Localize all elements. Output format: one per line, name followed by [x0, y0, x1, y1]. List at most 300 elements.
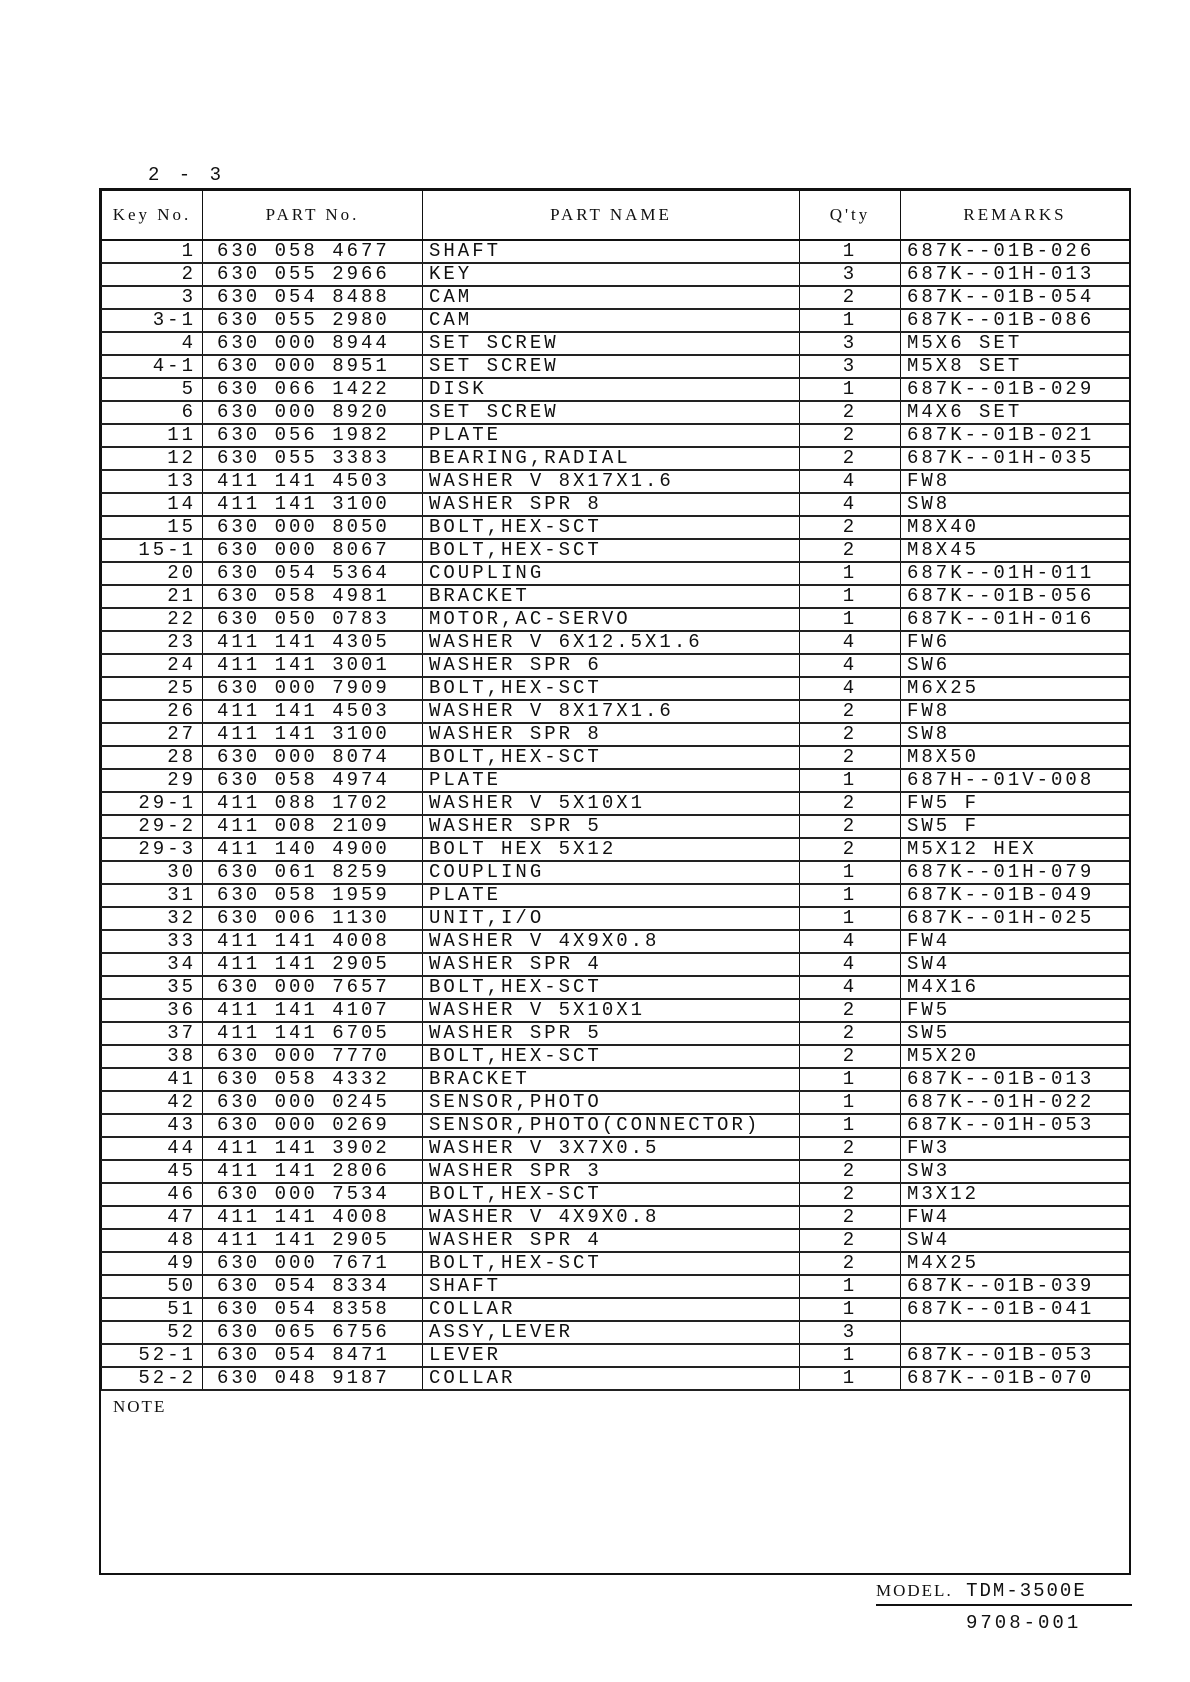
table-row: [102, 631, 1130, 654]
table-row: [102, 1137, 1130, 1160]
cell-key-no: 15: [102, 516, 203, 539]
note-label: NOTE: [113, 1397, 167, 1416]
cell-qty: 2: [800, 792, 901, 815]
cell-key-no: 29-1: [102, 792, 203, 815]
cell-remarks: 687K--01H-022: [901, 1091, 1130, 1114]
cell-remarks: M4X25: [901, 1252, 1130, 1275]
cell-part-no: 411 141 4107: [203, 999, 423, 1022]
cell-remarks: SW5 F: [901, 815, 1130, 838]
cell-part-name: WASHER SPR 6: [423, 654, 800, 677]
table-row: [102, 746, 1130, 769]
cell-remarks: 687K--01B-013: [901, 1068, 1130, 1091]
document-number: 9708-001: [966, 1612, 1082, 1634]
cell-part-no: 630 000 8067: [203, 539, 423, 562]
cell-key-no: 24: [102, 654, 203, 677]
table-row: [102, 700, 1130, 723]
cell-qty: 1: [800, 1367, 901, 1390]
table-row: [102, 654, 1130, 677]
table-row: [102, 999, 1130, 1022]
cell-remarks: FW8: [901, 470, 1130, 493]
table-row: [102, 884, 1130, 907]
cell-part-name: COLLAR: [423, 1367, 800, 1390]
cell-key-no: 44: [102, 1137, 203, 1160]
table-row: [102, 769, 1130, 792]
cell-qty: 2: [800, 401, 901, 424]
cell-part-no: 630 054 5364: [203, 562, 423, 585]
cell-key-no: 29-3: [102, 838, 203, 861]
cell-part-name: BRACKET: [423, 585, 800, 608]
cell-key-no: 22: [102, 608, 203, 631]
table-row: [102, 792, 1130, 815]
table-row: [102, 861, 1130, 884]
cell-qty: 2: [800, 1252, 901, 1275]
cell-part-no: 630 065 6756: [203, 1321, 423, 1344]
table-row: [102, 1252, 1130, 1275]
cell-qty: 4: [800, 953, 901, 976]
cell-remarks: SW4: [901, 953, 1130, 976]
table-row: [102, 286, 1130, 309]
cell-qty: 1: [800, 240, 901, 263]
cell-part-name: WASHER V 5X10X1: [423, 792, 800, 815]
cell-qty: 1: [800, 585, 901, 608]
table-row: [102, 815, 1130, 838]
cell-key-no: 3-1: [102, 309, 203, 332]
cell-qty: 2: [800, 1160, 901, 1183]
cell-remarks: 687K--01B-070: [901, 1367, 1130, 1390]
cell-qty: 1: [800, 608, 901, 631]
table-row: [102, 263, 1130, 286]
cell-part-no: 411 141 4305: [203, 631, 423, 654]
cell-part-name: BEARING,RADIAL: [423, 447, 800, 470]
cell-remarks: 687K--01H-013: [901, 263, 1130, 286]
cell-qty: 1: [800, 562, 901, 585]
cell-qty: 2: [800, 838, 901, 861]
cell-part-name: CAM: [423, 286, 800, 309]
table-row: [102, 1183, 1130, 1206]
table-row: [102, 585, 1130, 608]
cell-qty: 2: [800, 286, 901, 309]
table-row: [102, 1321, 1130, 1344]
cell-part-name: SHAFT: [423, 240, 800, 263]
cell-part-name: WASHER V 3X7X0.5: [423, 1137, 800, 1160]
cell-qty: 1: [800, 769, 901, 792]
cell-remarks: M8X45: [901, 539, 1130, 562]
cell-qty: 2: [800, 424, 901, 447]
cell-part-name: DISK: [423, 378, 800, 401]
cell-part-name: COUPLING: [423, 861, 800, 884]
table-row: [102, 539, 1130, 562]
cell-remarks: 687K--01H-053: [901, 1114, 1130, 1137]
cell-remarks: SW8: [901, 723, 1130, 746]
cell-qty: 4: [800, 470, 901, 493]
cell-remarks: 687K--01B-054: [901, 286, 1130, 309]
cell-key-no: 13: [102, 470, 203, 493]
cell-remarks: M5X20: [901, 1045, 1130, 1068]
cell-part-no: 411 141 2905: [203, 1229, 423, 1252]
cell-remarks: M5X6 SET: [901, 332, 1130, 355]
page-number: 2 - 3: [148, 164, 226, 186]
cell-part-name: CAM: [423, 309, 800, 332]
cell-key-no: 37: [102, 1022, 203, 1045]
cell-key-no: 28: [102, 746, 203, 769]
cell-qty: 2: [800, 1137, 901, 1160]
cell-part-no: 630 000 7657: [203, 976, 423, 999]
cell-remarks: SW8: [901, 493, 1130, 516]
cell-key-no: 45: [102, 1160, 203, 1183]
cell-part-no: 630 055 2980: [203, 309, 423, 332]
cell-remarks: SW5: [901, 1022, 1130, 1045]
cell-qty: 2: [800, 1045, 901, 1068]
table-row: [102, 493, 1130, 516]
cell-remarks: M4X16: [901, 976, 1130, 999]
table-row: [102, 401, 1130, 424]
model-value: TDM-3500E: [966, 1580, 1087, 1602]
cell-part-name: BOLT,HEX-SCT: [423, 539, 800, 562]
table-row: [102, 608, 1130, 631]
cell-part-no: 630 000 7534: [203, 1183, 423, 1206]
cell-key-no: 46: [102, 1183, 203, 1206]
cell-qty: 2: [800, 1206, 901, 1229]
cell-qty: 4: [800, 654, 901, 677]
cell-part-no: 630 058 4981: [203, 585, 423, 608]
cell-key-no: 12: [102, 447, 203, 470]
cell-key-no: 6: [102, 401, 203, 424]
cell-part-name: PLATE: [423, 769, 800, 792]
cell-key-no: 26: [102, 700, 203, 723]
cell-part-no: 630 054 8334: [203, 1275, 423, 1298]
cell-part-name: PLATE: [423, 884, 800, 907]
cell-part-no: 630 048 9187: [203, 1367, 423, 1390]
cell-qty: 2: [800, 723, 901, 746]
cell-remarks: [901, 1321, 1130, 1344]
cell-key-no: 50: [102, 1275, 203, 1298]
cell-remarks: 687K--01H-016: [901, 608, 1130, 631]
table-row: [102, 1114, 1130, 1137]
cell-key-no: 32: [102, 907, 203, 930]
cell-qty: 2: [800, 815, 901, 838]
table-row: [102, 953, 1130, 976]
table-row: [102, 1298, 1130, 1321]
cell-part-name: WASHER SPR 8: [423, 723, 800, 746]
cell-remarks: M5X12 HEX: [901, 838, 1130, 861]
cell-remarks: FW5: [901, 999, 1130, 1022]
cell-part-no: 411 088 1702: [203, 792, 423, 815]
cell-qty: 4: [800, 677, 901, 700]
cell-part-no: 630 000 0269: [203, 1114, 423, 1137]
cell-part-name: BOLT,HEX-SCT: [423, 976, 800, 999]
cell-remarks: 687K--01B-021: [901, 424, 1130, 447]
cell-qty: 2: [800, 1229, 901, 1252]
cell-key-no: 3: [102, 286, 203, 309]
cell-remarks: FW8: [901, 700, 1130, 723]
cell-part-name: WASHER V 4X9X0.8: [423, 1206, 800, 1229]
cell-remarks: 687K--01B-039: [901, 1275, 1130, 1298]
cell-remarks: M6X25: [901, 677, 1130, 700]
cell-part-no: 630 054 8488: [203, 286, 423, 309]
cell-part-name: SET SCREW: [423, 355, 800, 378]
cell-qty: 1: [800, 1068, 901, 1091]
cell-key-no: 51: [102, 1298, 203, 1321]
table-row: [102, 1068, 1130, 1091]
table-row: [102, 1344, 1130, 1367]
cell-part-name: ASSY,LEVER: [423, 1321, 800, 1344]
cell-part-name: UNIT,I/O: [423, 907, 800, 930]
cell-part-no: 630 006 1130: [203, 907, 423, 930]
cell-part-no: 411 141 4503: [203, 470, 423, 493]
cell-part-name: COLLAR: [423, 1298, 800, 1321]
cell-part-name: WASHER V 6X12.5X1.6: [423, 631, 800, 654]
header-part-name: PART NAME: [423, 191, 800, 241]
cell-qty: 1: [800, 378, 901, 401]
cell-key-no: 1: [102, 240, 203, 263]
cell-part-no: 630 056 1982: [203, 424, 423, 447]
cell-remarks: 687K--01B-053: [901, 1344, 1130, 1367]
cell-part-no: 630 000 8074: [203, 746, 423, 769]
cell-part-name: BOLT HEX 5X12: [423, 838, 800, 861]
cell-qty: 1: [800, 1275, 901, 1298]
cell-remarks: 687K--01B-041: [901, 1298, 1130, 1321]
cell-key-no: 35: [102, 976, 203, 999]
cell-part-no: 630 061 8259: [203, 861, 423, 884]
cell-part-no: 630 066 1422: [203, 378, 423, 401]
cell-remarks: FW4: [901, 1206, 1130, 1229]
table-row: [102, 378, 1130, 401]
cell-part-name: WASHER SPR 4: [423, 1229, 800, 1252]
header-remarks: REMARKS: [901, 191, 1130, 241]
cell-part-no: 411 141 3100: [203, 493, 423, 516]
cell-part-no: 630 058 1959: [203, 884, 423, 907]
cell-part-no: 630 000 0245: [203, 1091, 423, 1114]
cell-key-no: 4-1: [102, 355, 203, 378]
cell-key-no: 48: [102, 1229, 203, 1252]
cell-remarks: SW6: [901, 654, 1130, 677]
cell-part-no: 411 141 2806: [203, 1160, 423, 1183]
table-row: [102, 1367, 1130, 1390]
cell-qty: 3: [800, 263, 901, 286]
cell-part-no: 630 050 0783: [203, 608, 423, 631]
cell-part-name: WASHER SPR 5: [423, 1022, 800, 1045]
cell-part-no: 630 000 8951: [203, 355, 423, 378]
cell-key-no: 29: [102, 769, 203, 792]
table-row: [102, 424, 1130, 447]
table-row: [102, 1275, 1130, 1298]
cell-qty: 2: [800, 999, 901, 1022]
model-line: [876, 1580, 1132, 1606]
cell-remarks: FW6: [901, 631, 1130, 654]
cell-remarks: 687K--01B-086: [901, 309, 1130, 332]
cell-part-no: 411 141 2905: [203, 953, 423, 976]
cell-part-name: BRACKET: [423, 1068, 800, 1091]
table-row: [102, 562, 1130, 585]
table-row: [102, 1091, 1130, 1114]
model-label: MODEL.: [876, 1581, 953, 1600]
cell-qty: 3: [800, 332, 901, 355]
cell-part-name: WASHER SPR 8: [423, 493, 800, 516]
cell-qty: 1: [800, 861, 901, 884]
cell-qty: 1: [800, 1091, 901, 1114]
cell-part-no: 411 141 3100: [203, 723, 423, 746]
cell-remarks: 687H--01V-008: [901, 769, 1130, 792]
cell-key-no: 36: [102, 999, 203, 1022]
table-row: [102, 1206, 1130, 1229]
cell-qty: 3: [800, 1321, 901, 1344]
cell-key-no: 2: [102, 263, 203, 286]
cell-key-no: 33: [102, 930, 203, 953]
cell-part-no: 630 000 7770: [203, 1045, 423, 1068]
cell-remarks: 687K--01B-049: [901, 884, 1130, 907]
cell-remarks: FW4: [901, 930, 1130, 953]
cell-qty: 3: [800, 355, 901, 378]
cell-qty: 4: [800, 976, 901, 999]
cell-qty: 2: [800, 1022, 901, 1045]
cell-part-no: 630 000 8944: [203, 332, 423, 355]
table-row: [102, 355, 1130, 378]
cell-qty: 1: [800, 1114, 901, 1137]
cell-part-name: BOLT,HEX-SCT: [423, 677, 800, 700]
cell-part-name: SENSOR,PHOTO: [423, 1091, 800, 1114]
parts-list-sheet: [99, 188, 1131, 1575]
cell-qty: 2: [800, 447, 901, 470]
cell-part-name: WASHER SPR 5: [423, 815, 800, 838]
cell-key-no: 52-1: [102, 1344, 203, 1367]
cell-qty: 1: [800, 1344, 901, 1367]
table-row: [102, 516, 1130, 539]
cell-part-no: 630 000 7671: [203, 1252, 423, 1275]
cell-part-name: WASHER V 5X10X1: [423, 999, 800, 1022]
table-header-row: [102, 191, 1130, 241]
cell-remarks: FW5 F: [901, 792, 1130, 815]
cell-key-no: 4: [102, 332, 203, 355]
cell-part-name: PLATE: [423, 424, 800, 447]
cell-remarks: M5X8 SET: [901, 355, 1130, 378]
header-qty: Q'ty: [800, 191, 901, 241]
table-row: [102, 1229, 1130, 1252]
cell-part-no: 411 141 3902: [203, 1137, 423, 1160]
cell-part-name: WASHER SPR 3: [423, 1160, 800, 1183]
cell-remarks: 687K--01H-079: [901, 861, 1130, 884]
cell-remarks: M3X12: [901, 1183, 1130, 1206]
cell-key-no: 15-1: [102, 539, 203, 562]
cell-key-no: 47: [102, 1206, 203, 1229]
cell-key-no: 38: [102, 1045, 203, 1068]
table-row: [102, 470, 1130, 493]
header-key-no: Key No.: [102, 191, 203, 241]
cell-qty: 1: [800, 884, 901, 907]
table-row: [102, 907, 1130, 930]
cell-part-no: 411 141 6705: [203, 1022, 423, 1045]
cell-remarks: M8X50: [901, 746, 1130, 769]
cell-qty: 4: [800, 631, 901, 654]
cell-part-no: 411 141 4503: [203, 700, 423, 723]
table-row: [102, 976, 1130, 999]
cell-qty: 4: [800, 493, 901, 516]
cell-part-name: KEY: [423, 263, 800, 286]
cell-part-no: 411 141 3001: [203, 654, 423, 677]
table-row: [102, 1045, 1130, 1068]
cell-part-no: 411 140 4900: [203, 838, 423, 861]
cell-qty: 1: [800, 309, 901, 332]
cell-qty: 2: [800, 746, 901, 769]
cell-qty: 2: [800, 700, 901, 723]
cell-qty: 1: [800, 1298, 901, 1321]
cell-key-no: 21: [102, 585, 203, 608]
cell-part-name: WASHER V 8X17X1.6: [423, 700, 800, 723]
cell-key-no: 41: [102, 1068, 203, 1091]
cell-key-no: 52-2: [102, 1367, 203, 1390]
table-row: [102, 723, 1130, 746]
cell-qty: 2: [800, 1183, 901, 1206]
cell-part-no: 630 058 4332: [203, 1068, 423, 1091]
table-row: [102, 332, 1130, 355]
cell-key-no: 42: [102, 1091, 203, 1114]
cell-qty: 4: [800, 930, 901, 953]
cell-key-no: 34: [102, 953, 203, 976]
cell-key-no: 31: [102, 884, 203, 907]
table-row: [102, 447, 1130, 470]
table-row: [102, 309, 1130, 332]
table-row: [102, 1022, 1130, 1045]
cell-part-name: LEVER: [423, 1344, 800, 1367]
cell-part-no: 630 000 8050: [203, 516, 423, 539]
cell-part-name: BOLT,HEX-SCT: [423, 1183, 800, 1206]
cell-key-no: 5: [102, 378, 203, 401]
cell-key-no: 43: [102, 1114, 203, 1137]
cell-qty: 2: [800, 539, 901, 562]
cell-remarks: SW4: [901, 1229, 1130, 1252]
cell-key-no: 49: [102, 1252, 203, 1275]
cell-remarks: M4X6 SET: [901, 401, 1130, 424]
cell-remarks: FW3: [901, 1137, 1130, 1160]
cell-part-name: SHAFT: [423, 1275, 800, 1298]
cell-key-no: 27: [102, 723, 203, 746]
table-row: [102, 930, 1130, 953]
cell-part-name: BOLT,HEX-SCT: [423, 1252, 800, 1275]
cell-part-no: 630 054 8358: [203, 1298, 423, 1321]
cell-key-no: 52: [102, 1321, 203, 1344]
cell-remarks: 687K--01B-026: [901, 240, 1130, 263]
cell-key-no: 20: [102, 562, 203, 585]
cell-part-no: 630 054 8471: [203, 1344, 423, 1367]
cell-part-no: 411 008 2109: [203, 815, 423, 838]
cell-part-name: SET SCREW: [423, 401, 800, 424]
cell-remarks: M8X40: [901, 516, 1130, 539]
cell-remarks: 687K--01B-029: [901, 378, 1130, 401]
cell-remarks: SW3: [901, 1160, 1130, 1183]
cell-remarks: 687K--01H-035: [901, 447, 1130, 470]
cell-part-name: MOTOR,AC-SERVO: [423, 608, 800, 631]
parts-table: [101, 190, 1130, 1391]
header-part-no: PART No.: [203, 191, 423, 241]
cell-part-no: 630 058 4677: [203, 240, 423, 263]
cell-part-no: 630 000 7909: [203, 677, 423, 700]
cell-key-no: 14: [102, 493, 203, 516]
cell-part-name: SENSOR,PHOTO(CONNECTOR): [423, 1114, 800, 1137]
cell-part-name: COUPLING: [423, 562, 800, 585]
cell-part-no: 630 000 8920: [203, 401, 423, 424]
cell-key-no: 29-2: [102, 815, 203, 838]
cell-part-name: WASHER V 8X17X1.6: [423, 470, 800, 493]
cell-remarks: 687K--01H-011: [901, 562, 1130, 585]
cell-part-no: 630 055 2966: [203, 263, 423, 286]
cell-part-name: WASHER SPR 4: [423, 953, 800, 976]
cell-part-name: BOLT,HEX-SCT: [423, 1045, 800, 1068]
cell-qty: 1: [800, 907, 901, 930]
table-row: [102, 677, 1130, 700]
cell-part-name: WASHER V 4X9X0.8: [423, 930, 800, 953]
cell-part-name: BOLT,HEX-SCT: [423, 516, 800, 539]
cell-part-no: 630 055 3383: [203, 447, 423, 470]
table-row: [102, 838, 1130, 861]
